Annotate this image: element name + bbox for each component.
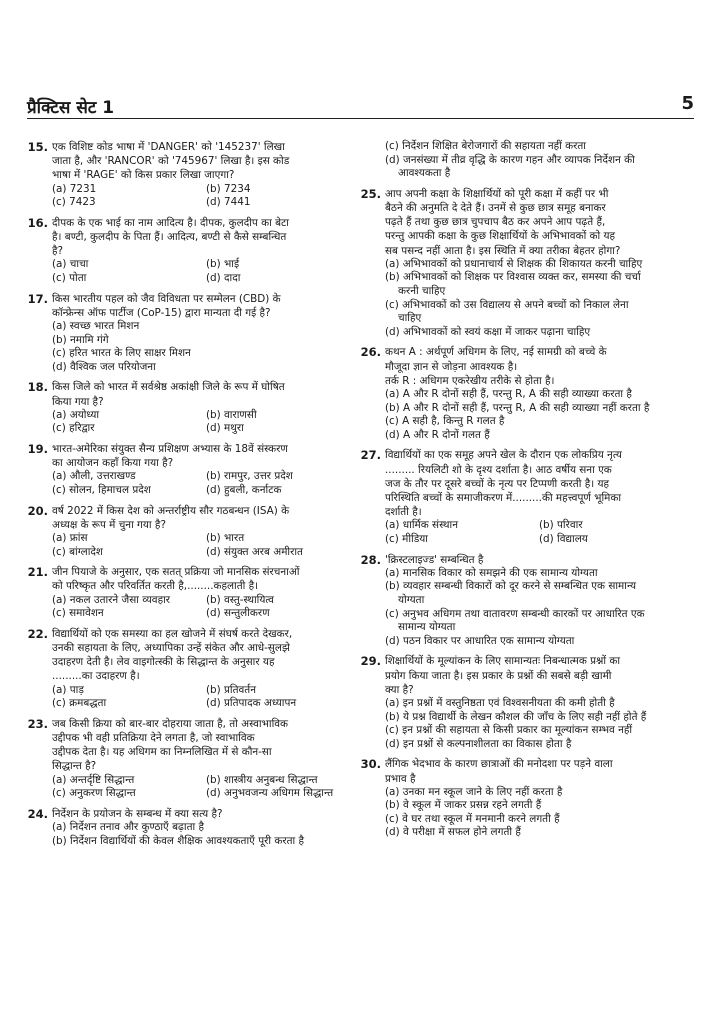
answer-option: (c) क्रमबद्धता <box>52 697 107 710</box>
answer-options <box>52 684 354 711</box>
question-line: जीन पियाजे के अनुसार, एक सतत् प्रक्रिया जो मानसिक संरचनाओं <box>52 566 300 579</box>
answer-option: (c) बांग्लादेश <box>52 545 103 558</box>
question-number: 21. <box>27 565 48 580</box>
answer-option: (d) मथुरा <box>206 422 244 435</box>
answer-option: (b) भाई <box>206 258 240 271</box>
question-line: किस भारतीय पहल को जैव विविधता पर सम्मेलन (CBD) के <box>52 292 281 305</box>
question-line: तर्क R : अधिगम एकरेखीय तरीके से होता है। <box>385 374 555 387</box>
question-text <box>385 654 687 697</box>
question-line: दीपक के एक भाई का नाम आदित्य है। दीपक, कुलदीप का बेटा <box>52 216 289 229</box>
question-number: 20. <box>27 503 48 518</box>
answer-option: (a) धार्मिक संस्थान <box>385 519 459 532</box>
answer-options <box>52 183 354 210</box>
answer-option: (d) अनुभवजन्य अधिगम सिद्धान्त <box>206 787 334 800</box>
question-text <box>385 553 687 567</box>
answer-option: (b) 7234 <box>206 182 251 195</box>
answer-option: (b) परिवार <box>539 519 583 532</box>
answer-options <box>52 320 354 374</box>
answer-options <box>385 519 687 546</box>
answer-option: (c) अभिभावकों को उस विद्यालय से अपने बच्चों को निकाल लेना <box>385 298 629 311</box>
answer-option: (a) मानसिक विकार को समझने की एक सामान्य योग्यता <box>385 566 598 579</box>
answer-option: (c) हरिद्वार <box>52 422 95 435</box>
answer-option: (a) उनका मन स्कूल जाने के लिए नहीं करता है <box>385 785 563 798</box>
question <box>27 215 354 286</box>
question-text <box>385 448 687 519</box>
answer-option: (b) व्यवहार सम्बन्धी विकारों को दूर करने से सम्बन्धित एक सामान्य <box>385 580 637 593</box>
question <box>360 654 687 751</box>
answer-option: (a) इन प्रश्नों में वस्तुनिष्ठता एवं विश्वसनीयता की कमी होती है <box>385 696 615 709</box>
answer-option: (b) शास्त्रीय अनुबन्ध सिद्धान्त <box>206 773 318 786</box>
question <box>27 626 354 711</box>
question-text <box>52 216 354 259</box>
answer-options <box>52 532 354 559</box>
answer-option: (d) वैश्विक जल परियोजना <box>52 360 156 373</box>
answer-option: (c) हरित भारत के लिए साक्षर मिशन <box>52 347 191 360</box>
question <box>360 448 687 546</box>
question-text <box>52 442 354 470</box>
question-text <box>52 140 354 183</box>
answer-option: सामान्य योग्यता <box>398 621 456 634</box>
question-number: 25. <box>360 186 381 201</box>
page-number: 5 <box>681 93 694 114</box>
question-text <box>52 292 354 320</box>
question <box>360 186 687 340</box>
answer-option: (a) A और R दोनों सही हैं, परन्तु R, A की सही व्याख्या करता है <box>385 387 632 400</box>
question-line: उद्दीपक भी वही प्रतिक्रिया देने लगता है, जो स्वाभाविक <box>52 731 255 744</box>
question-text <box>52 380 354 408</box>
answer-option: (d) विद्यालय <box>539 532 588 545</box>
question <box>27 380 354 436</box>
question-text <box>52 565 354 593</box>
question-number: 28. <box>360 552 381 567</box>
question <box>360 345 687 442</box>
answer-option: (b) प्रतिवर्तन <box>206 683 256 696</box>
question-line: किस जिले को भारत में सर्वश्रेष्ठ अकांक्षी जिले के रूप में घोषित <box>52 381 285 394</box>
answer-option: योग्यता <box>398 593 425 606</box>
question <box>27 503 354 560</box>
question-line: जज के तौर पर दूसरे बच्चों के नृत्य पर टिप्पणी करती है। यह <box>385 477 609 490</box>
question-line: क्या है? <box>385 683 414 696</box>
answer-option: (d) पठन विकार पर आधारित एक सामान्य योग्यता <box>385 634 575 647</box>
answer-option: (b) अभिभावकों को शिक्षक पर विश्वास व्यक्त कर, समस्या की चर्चा <box>385 271 641 284</box>
answer-option: (d) A और R दोनों गलत हैं <box>385 428 490 441</box>
answer-option: (c) मीडिया <box>385 532 428 545</box>
question-number: 19. <box>27 441 48 456</box>
question-line: कथन A : अर्थपूर्ण अधिगम के लिए, नई सामग्री को बच्चे के <box>385 346 607 359</box>
answer-option: (d) अभिभावकों को स्वयं कक्षा में जाकर पढ़ाना चाहिए <box>385 325 591 338</box>
question-line: सिद्धान्त है? <box>52 760 97 773</box>
answer-option: (a) फ्रांस <box>52 531 88 544</box>
question-text <box>52 717 354 774</box>
question-line: है? <box>52 245 64 258</box>
answer-option: (a) अयोध्या <box>52 408 100 421</box>
answer-options <box>52 470 354 497</box>
answer-option: (c) समावेशन <box>52 607 104 620</box>
answer-option: (c) वे घर तथा स्कूल में मनमानी करने लगती हैं <box>385 812 560 825</box>
question-text <box>52 504 354 532</box>
question-line: लैंगिक भेदभाव के कारण छात्राओं की मनोदशा पर पड़ने वाला <box>385 758 613 771</box>
question-line: प्रयोग किया जाता है। इस प्रकार के प्रश्नों की सबसे बड़ी खामी <box>385 669 612 682</box>
answer-option: (a) स्वच्छ भारत मिशन <box>52 320 140 332</box>
right-column <box>360 140 687 846</box>
answer-options <box>385 258 687 340</box>
question <box>360 757 687 840</box>
question-text <box>52 627 354 684</box>
answer-option: (c) इन प्रश्नों की सहायता से किसी प्रकार का मूल्यांकन सम्भव नहीं <box>385 724 633 737</box>
question-text <box>385 187 687 258</box>
page-header <box>27 92 694 119</box>
question-line: सब पसन्द नहीं आता है। इस स्थिति में क्या तरीका बेहतर होगा? <box>385 244 621 257</box>
question-line: उद्दीपक देता है। यह अधिगम का निम्नलिखित में से कौन-सा <box>52 746 272 759</box>
question-number: 29. <box>360 654 381 669</box>
answer-option: (a) पाड़ <box>52 683 84 696</box>
question-line: दर्शाती है। <box>385 506 422 519</box>
answer-option: चाहिए <box>398 312 422 325</box>
question-line: कॉन्फ्रेन्स ऑफ पार्टीज (CoP-15) द्वारा मान्यता दी गई है? <box>52 306 271 319</box>
question-number: 22. <box>27 626 48 641</box>
question-line: भाषा में 'RAGE' को किस प्रकार लिखा जाएगा? <box>52 169 235 182</box>
question-line: .........का उदाहरण है। <box>52 670 140 683</box>
answer-option: (a) औली, उत्तराखण्ड <box>52 470 136 483</box>
question-line: पढ़ते हैं तथा कुछ छात्र चुपचाप बैठ कर अपने आप पढ़ते हैं, <box>385 216 606 229</box>
answer-option: (c) सोलन, हिमाचल प्रदेश <box>52 483 151 496</box>
question <box>27 806 354 848</box>
left-column <box>27 140 354 854</box>
question-number: 17. <box>27 291 48 306</box>
question <box>27 291 354 375</box>
answer-option: (a) अन्तर्दृष्टि सिद्धान्त <box>52 773 135 786</box>
question-text <box>52 807 354 821</box>
answer-option: (d) दादा <box>206 272 241 284</box>
answer-option: (c) A सही है, किन्तु R गलत है <box>385 415 505 428</box>
answer-option: (d) संयुक्त अरब अमीरात <box>206 545 303 558</box>
question-number: 24. <box>27 806 48 821</box>
practice-set-title: प्रैक्टिस सेट 1 <box>27 98 115 118</box>
answer-options <box>52 409 354 436</box>
answer-option: (a) चाचा <box>52 258 89 271</box>
answer-options <box>52 594 354 621</box>
question-line: विद्यार्थियों का एक समूह अपने खेल के दौरान एक लोकप्रिय नृत्य <box>385 449 622 462</box>
answer-option: (b) रामपुर, उत्तर प्रदेश <box>206 470 293 483</box>
question-line: वर्ष 2022 में किस देश को अन्तर्राष्ट्रीय सौर गठबन्धन (ISA) के <box>52 504 290 517</box>
answer-option: (d) हुबली, कर्नाटक <box>206 483 282 496</box>
answer-option: (a) अभिभावकों को प्रधानाचार्य से शिक्षक की शिकायत करनी चाहिए <box>385 257 643 270</box>
answer-options <box>385 388 687 442</box>
answer-option: (b) निर्देशन विद्यार्थियों की केवल शैक्षिक आवश्यकताएँ पूरी करता है <box>52 834 305 847</box>
question-number: 27. <box>360 448 381 463</box>
answer-option: करनी चाहिए <box>398 284 446 297</box>
answer-option: (c) अनुकरण सिद्धान्त <box>52 787 136 800</box>
answer-options <box>52 821 354 848</box>
question-number: 18. <box>27 380 48 395</box>
answer-option: (a) निर्देशन तनाव और कुण्ठाएँ बढ़ाता है <box>52 820 205 833</box>
answer-option: (c) पोता <box>52 272 87 284</box>
answer-option: (d) वे परीक्षा में सफल होने लगती हैं <box>385 826 521 839</box>
answer-options <box>52 258 354 285</box>
question-number: 15. <box>27 140 48 154</box>
question-number: 16. <box>27 215 48 230</box>
question-line: शिक्षार्थियों के मूल्यांकन के लिए सामान्यतः निबन्धात्मक प्रश्नों का <box>385 655 621 668</box>
question-line: बैठने की अनुमति दे देते हैं। उनमें से कुछ छात्र समूह बनाकर <box>385 201 606 214</box>
question <box>360 552 687 649</box>
answer-option: (d) प्रतिपादक अध्यापन <box>206 697 297 710</box>
question-line: है। बण्टी, कुलदीप के पिता हैं। आदित्य, बण्टी से कैसे सम्बन्धित <box>52 231 287 243</box>
question-number: 30. <box>360 757 381 772</box>
answer-option: आवश्यकता है <box>398 167 451 180</box>
question <box>27 441 354 498</box>
question-line: विद्यार्थियों को एक समस्या का हल खोजने में संघर्ष करते देखकर, <box>52 627 293 640</box>
question-line: जब किसी क्रिया को बार-बार दोहराया जाता है, तो अस्वाभाविक <box>52 717 289 730</box>
question <box>27 716 354 801</box>
question-line: परन्तु आपकी कक्षा के कुछ शिक्षार्थियों के अभिभावकों को यह <box>385 230 616 243</box>
answer-option: (b) वस्तु-स्थायित्व <box>206 593 274 606</box>
question-line: 'क्रिस्टलाइज्ड' सम्बन्धित है <box>385 553 484 566</box>
answer-option: (a) 7231 <box>52 182 97 195</box>
answer-option: (b) वे स्कूल में जाकर प्रसन्न रहने लगती हैं <box>385 799 542 812</box>
question-number: 23. <box>27 716 48 731</box>
question-line: भारत-अमेरिका संयुक्त सैन्य प्रशिक्षण अभ्यास के 18वें संस्करण <box>52 442 288 455</box>
answer-options <box>385 567 687 649</box>
answer-option: (b) A और R दोनों सही हैं, परन्तु R, A की सही व्याख्या नहीं करता है <box>385 401 650 414</box>
question-line: परिस्थिति बच्चों के समाजीकरण में.........की महत्त्वपूर्ण भूमिका <box>385 491 622 504</box>
question-line: किया गया है? <box>52 395 104 408</box>
question-number: 26. <box>360 345 381 360</box>
answer-option: (c) 7423 <box>52 196 96 209</box>
answer-options <box>385 697 687 751</box>
question-line: निर्देशन के प्रयोजन के सम्बन्ध में क्या सत्य है? <box>52 807 223 820</box>
question-line: उदाहरण देती है। लेव वाइगोत्स्की के सिद्धान्त के अनुसार यह <box>52 656 275 669</box>
question-text <box>385 345 687 388</box>
answer-options <box>385 786 687 840</box>
question-line: प्रभाव है <box>385 772 416 785</box>
question-line: एक विशिष्ट कोड भाषा में 'DANGER' को '145237' लिखा <box>52 141 285 153</box>
answer-option: (b) ये प्रश्न विद्यार्थी के लेखन कौशल की जाँच के लिए सही नहीं होते हैं <box>385 710 647 723</box>
question-line: ......... रियलिटी शो के दृश्य दर्शाता है। आठ वर्षीय सना एक <box>385 463 612 476</box>
question-text <box>385 757 687 785</box>
question-line: अध्यक्ष के रूप में चुना गया है? <box>52 518 166 531</box>
answer-option: (d) इन प्रश्नों से कल्पनाशीलता का विकास होता है <box>385 737 572 750</box>
answer-option: (b) वाराणसी <box>206 408 257 421</box>
question-24-continuation <box>385 140 687 181</box>
answer-option: (d) 7441 <box>206 196 251 209</box>
question-line: मौजूदा ज्ञान से जोड़ना आवश्यक है। <box>385 360 518 373</box>
question-line: को परिष्कृत और परिवर्तित करती है,........कहलाती है। <box>52 580 259 593</box>
answer-option: (c) निर्देशन शिक्षित बेरोजगारों की सहायता नहीं करता <box>385 140 586 152</box>
answer-option: (d) सन्तुलीकरण <box>206 607 270 620</box>
answer-option: (d) जनसंख्या में तीव्र वृद्धि के कारण गहन और व्यापक निर्देशन की <box>385 153 635 166</box>
answer-options <box>52 774 354 801</box>
answer-option: (b) भारत <box>206 531 245 544</box>
answer-option: (b) नमामि गंगे <box>52 333 109 346</box>
question <box>27 565 354 621</box>
question-line: उनकी सहायता के लिए, अध्यापिका उन्हें संकेत और आधे-सुलझे <box>52 641 290 654</box>
question-line: आप अपनी कक्षा के शिक्षार्थियों को पूरी कक्षा में कहीं पर भी <box>385 187 609 200</box>
question-line: जाता है, और 'RANCOR' को '745967' लिखा है। इस कोड <box>52 155 290 168</box>
question-line: का आयोजन कहाँ किया गया है? <box>52 457 174 470</box>
answer-option: (a) नकल उतारने जैसा व्यवहार <box>52 593 171 606</box>
answer-option: (c) अनुभव अधिगम तथा वातावरण सम्बन्धी कारकों पर आधारित एक <box>385 607 645 620</box>
question <box>27 140 354 210</box>
